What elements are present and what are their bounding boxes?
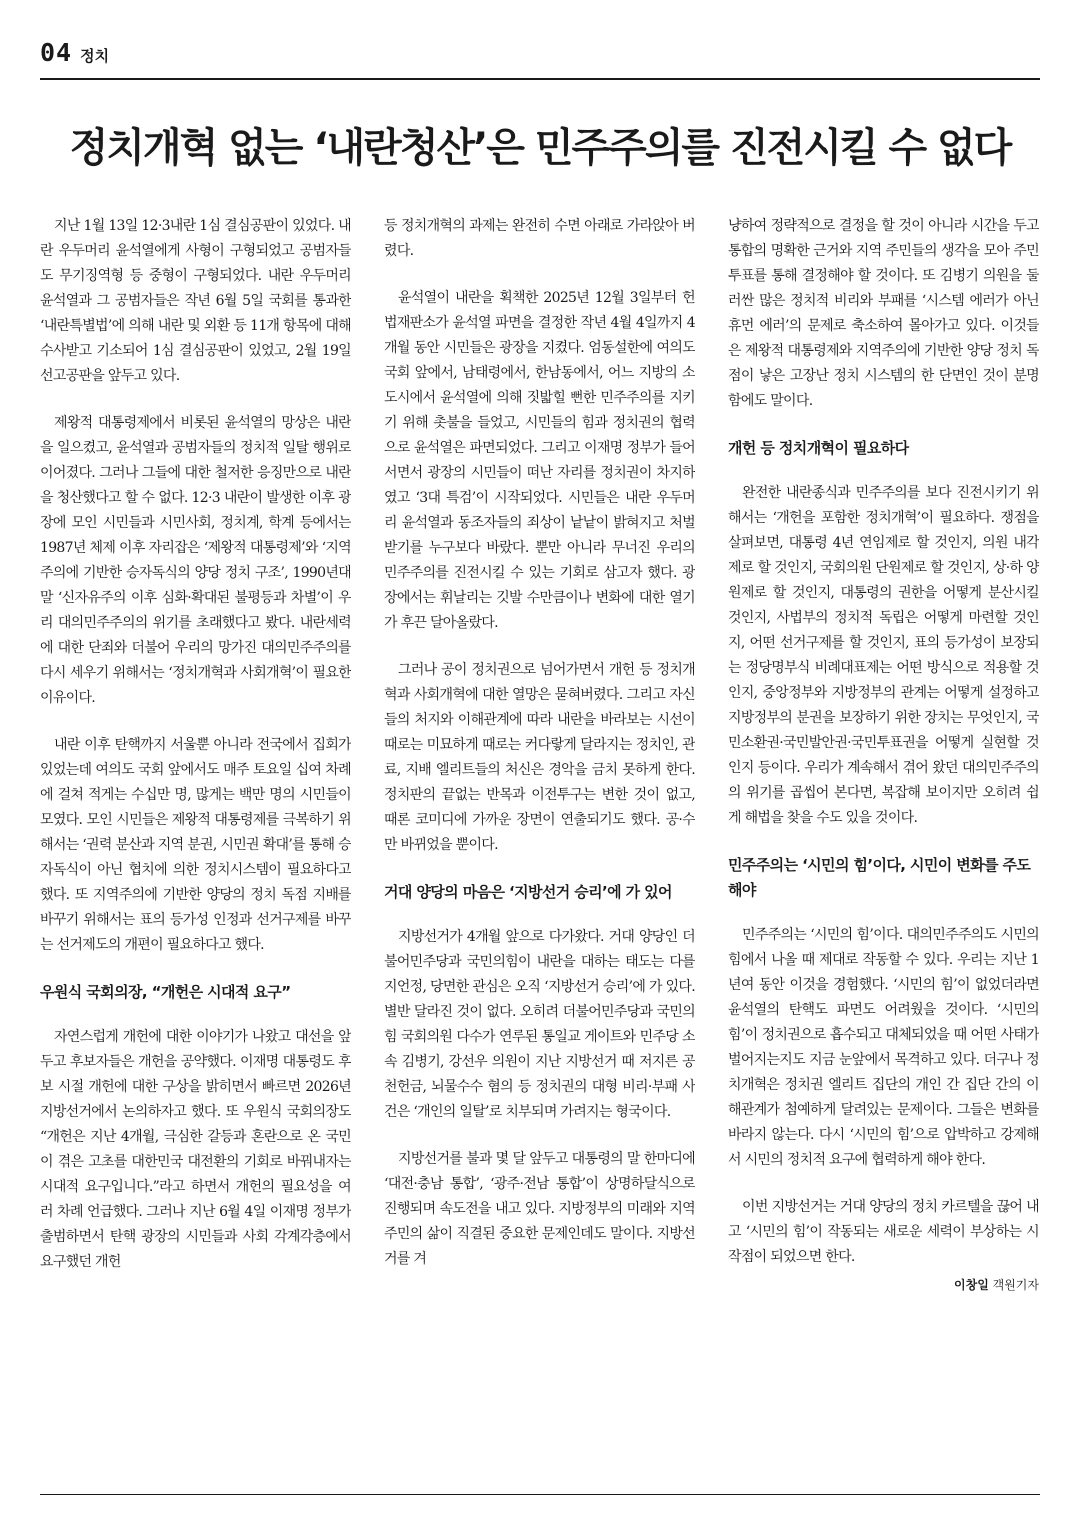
column-2: [384, 214, 695, 1476]
column-3: [728, 214, 1039, 1476]
paragraph: 제왕적 대통령제에서 비롯된 윤석열의 망상은 내란을 일으켰고, 윤석열과 공범자들의 정치적 일탈 행위로 이어졌다. 그러나 그들에 대한 철저한 응징만으로 내란을 청산했다고 할 수 없다. 12·3 내란이 발생한 이후 광장에 모인 시민들과 시민사회, 정치계, 학계 등에서는 1987년 체제 이후 자리잡은 ‘제왕적 대통령제’와 ‘지역주의에 기반한 승자독식의 양당 정치 구조’, 1990년대 말 ‘신자유주의 이후 심화·확대된 불평등과 차별’이 우리 대의민주주의의 위기를 초래했다고 봤다. 내란세력에 대한 단죄와 더불어 우리의 망가진 대의민주주의를 다시 세우기 위해서는 ‘정치개혁과 사회개혁’이 필요한 이유이다.: [40, 415, 351, 706]
paragraph: 지방선거를 불과 몇 달 앞두고 대통령의 말 한마디에 ‘대전·충남 통합’, ‘광주·전남 통합’이 상명하달식으로 진행되며 속도전을 내고 있다. 지방정부의 미래와 지역 주민의 삶이 직결된 중요한 문제인데도 말이다. 지방선거를 겨: [384, 1151, 695, 1267]
subheading: 민주주의는 ‘시민의 힘’이다, 시민이 변화를 주도해야: [728, 856, 1031, 899]
article-body: [40, 214, 1040, 1476]
paragraph: 지방선거가 4개월 앞으로 다가왔다. 거대 양당인 더불어민주당과 국민의힘이 내란을 대하는 태도는 다를지언정, 당면한 관심은 오직 ‘지방선거 승리’에 가 있다. 별반 달라진 것이 없다. 오히려 더불어민주당과 국민의힘 국회의원 다수가 연루된 통일교 게이트와 민주당 소속 김병기, 강선우 의원이 지난 지방선거 때 저지른 공천헌금, 뇌물수수 혐의 등 정치권의 대형 비리·부패 사건은 ‘개인의 일탈’로 치부되며 가려지는 형국이다.: [384, 929, 695, 1120]
top-rule: [40, 78, 1040, 80]
paragraph: 냥하여 정략적으로 결정을 할 것이 아니라 시간을 두고 통합의 명확한 근거와 지역 주민들의 생각을 모아 주민투표를 통해 결정해야 할 것이다. 또 김병기 의원을 둘러싼 많은 정치적 비리와 부패를 ‘시스템 에러가 아닌 휴먼 에러’의 문제로 축소하여 몰아가고 있다. 이것들은 제왕적 대통령제와 지역주의에 기반한 양당 정치 독점이 낳은 고장난 정치 시스템의 한 단면인 것이 분명함에도 말이다.: [728, 218, 1039, 409]
author-role: 객원기자: [992, 1278, 1039, 1292]
paragraph: 내란 이후 탄핵까지 서울뿐 아니라 전국에서 집회가 있었는데 여의도 국회 앞에서도 매주 토요일 십여 차례에 걸쳐 적게는 수십만 명, 많게는 백만 명의 시민들이 모였다. 모인 시민들은 제왕적 대통령제를 극복하기 위해서는 ‘권력 분산과 지역 분권, 시민권 확대’를 통해 승자독식이 아닌 협치에 의한 정치시스템이 필요하다고 했다. 또 지역주의에 기반한 양당의 정치 독점 지배를 바꾸기 위해서는 표의 등가성 인정과 선거구제를 바꾸는 선거제도의 개편이 필요하다고 했다.: [40, 737, 351, 953]
paragraph: 그러나 공이 정치권으로 넘어가면서 개헌 등 정치개혁과 사회개혁에 대한 열망은 묻혀버렸다. 그리고 자신들의 처지와 이해관계에 따라 내란을 바라보는 시선이 때로는 미묘하게 때로는 커다랗게 달라지는 정치인, 관료, 지배 엘리트들의 처신은 경악을 금치 못하게 한다. 정치판의 끝없는 반목과 이전투구는 변한 것이 없고, 때론 코미디에 가까운 장면이 연출되기도 했다. 공·수만 바뀌었을 뿐이다.: [384, 662, 695, 853]
paragraph: 지난 1월 13일 12·3내란 1심 결심공판이 있었다. 내란 우두머리 윤석열에게 사형이 구형되었고 공범자들도 무기징역형 등 중형이 구형되었다. 내란 우두머리 윤석열과 그 공범자들은 작년 6월 5일 국회를 통과한 ‘내란특별법’에 의해 내란 및 외환 등 11개 항목에 대해 수사받고 기소되어 1심 결심공판이 있었고, 2월 19일 선고공판을 앞두고 있다.: [40, 218, 351, 384]
subheading: 우원식 국회의장, “개헌은 시대적 요구”: [40, 983, 291, 1001]
subheading: 개헌 등 정치개혁이 필요하다: [728, 439, 909, 457]
section-label: 정치: [80, 47, 110, 65]
paragraph: 완전한 내란종식과 민주주의를 보다 진전시키기 위해서는 ‘개헌을 포함한 정치개혁’이 필요하다. 쟁점을 살펴보면, 대통령 4년 연임제로 할 것인지, 의원 내각제로 할 것인지, 국회의원 단원제로 할 것인지, 상·하 양원제로 할 것인지, 대통령의 권한을 어떻게 분산시킬 것인지, 사법부의 정치적 독립은 어떻게 마련할 것인지, 어떤 선거구제를 할 것인지, 표의 등가성이 보장되는 정당명부식 비례대표제는 어떤 방식으로 적용할 것인지, 중앙정부와 지방정부의 관계는 어떻게 설정하고 지방정부의 분권을 보장하기 위한 장치는 무엇인지, 국민소환권·국민발안권·국민투표권을 어떻게 실현할 것인지 등이다. 우리가 계속해서 겪어 왔던 대의민주주의의 위기를 곱씹어 본다면, 복잡해 보이지만 오히려 쉽게 해법을 찾을 수도 있을 것이다.: [728, 485, 1039, 826]
column-1: [40, 214, 351, 1476]
paragraph: 이번 지방선거는 거대 양당의 정치 카르텔을 끊어 내고 ‘시민의 힘’이 작동되는 새로운 세력이 부상하는 시작점이 되었으면 한다.: [728, 1199, 1039, 1265]
paragraph: 윤석열이 내란을 획책한 2025년 12월 3일부터 헌법재판소가 윤석열 파면을 결정한 작년 4월 4일까지 4개월 동안 시민들은 광장을 지켰다. 엄동설한에 여의도 국회 앞에서, 남태령에서, 한남동에서, 어느 지방의 소도시에서 윤석열에 의해 짓밟힐 뻔한 민주주의를 지키기 위해 촛불을 들었고, 시민들의 힘과 정치권의 협력으로 윤석열은 파면되었다. 그리고 이재명 정부가 들어서면서 광장의 시민들이 떠난 자리를 정치권이 차지하였고 ‘3대 특검’이 시작되었다. 시민들은 내란 우두머리 윤석열과 동조자들의 죄상이 낱낱이 밝혀지고 처벌받기를 누구보다 바랐다. 뿐만 아니라 무너진 우리의 민주주의를 진전시킬 수 있는 기회로 삼고자 했다. 광장에서는 휘날리는 깃발 수만큼이나 변화에 대한 열기가 후끈 달아올랐다.: [384, 290, 695, 631]
paragraph: 자연스럽게 개헌에 대한 이야기가 나왔고 대선을 앞두고 후보자들은 개헌을 공약했다. 이재명 대통령도 후보 시절 개헌에 대한 구상을 밝히면서 빠르면 2026년 지방선거에서 논의하자고 했다. 또 우원식 국회의장도 “개헌은 지난 4개월, 극심한 갈등과 혼란으로 온 국민이 겪은 고초를 대한민국 대전환의 기회로 바꿔내자는 시대적 요구입니다.”라고 하면서 개헌의 필요성을 여러 차례 언급했다. 그러나 지난 6월 4일 이재명 정부가 출범하면서 탄핵 광장의 시민들과 사회 각계각층에서 요구했던 개헌: [40, 1029, 351, 1270]
paragraph: 등 정치개혁의 과제는 완전히 수면 아래로 가라앉아 버렸다.: [384, 218, 695, 259]
paragraph: 민주주의는 ‘시민의 힘’이다. 대의민주주의도 시민의 힘에서 나올 때 제대로 작동할 수 있다. 우리는 지난 1년여 동안 이것을 경험했다. ‘시민의 힘’이 없었더라면 윤석열의 탄핵도 파면도 어려웠을 것이다. ‘시민의 힘’이 정치권으로 흡수되고 대체되었을 때 어떤 사태가 벌어지는지도 지금 눈앞에서 목격하고 있다. 더구나 정치개혁은 정치권 엘리트 집단의 개인 간 집단 간의 이해관계가 첨예하게 달려있는 문제이다. 그들은 변화를 바라지 않는다. 다시 ‘시민의 힘’으로 압박하고 강제해서 시민의 정치적 요구에 협력하게 해야 한다.: [728, 927, 1039, 1168]
byline: [728, 1276, 1039, 1293]
article-headline: 정치개혁 없는 ‘내란청산’은 민주주의를 진전시킬 수 없다: [69, 125, 1011, 171]
bottom-rule: [40, 1494, 1040, 1495]
subheading: 거대 양당의 마음은 ‘지방선거 승리’에 가 있어: [384, 883, 672, 901]
page-number: 04: [40, 38, 73, 67]
author-name: 이창일: [954, 1278, 989, 1292]
page-header: [40, 38, 109, 78]
